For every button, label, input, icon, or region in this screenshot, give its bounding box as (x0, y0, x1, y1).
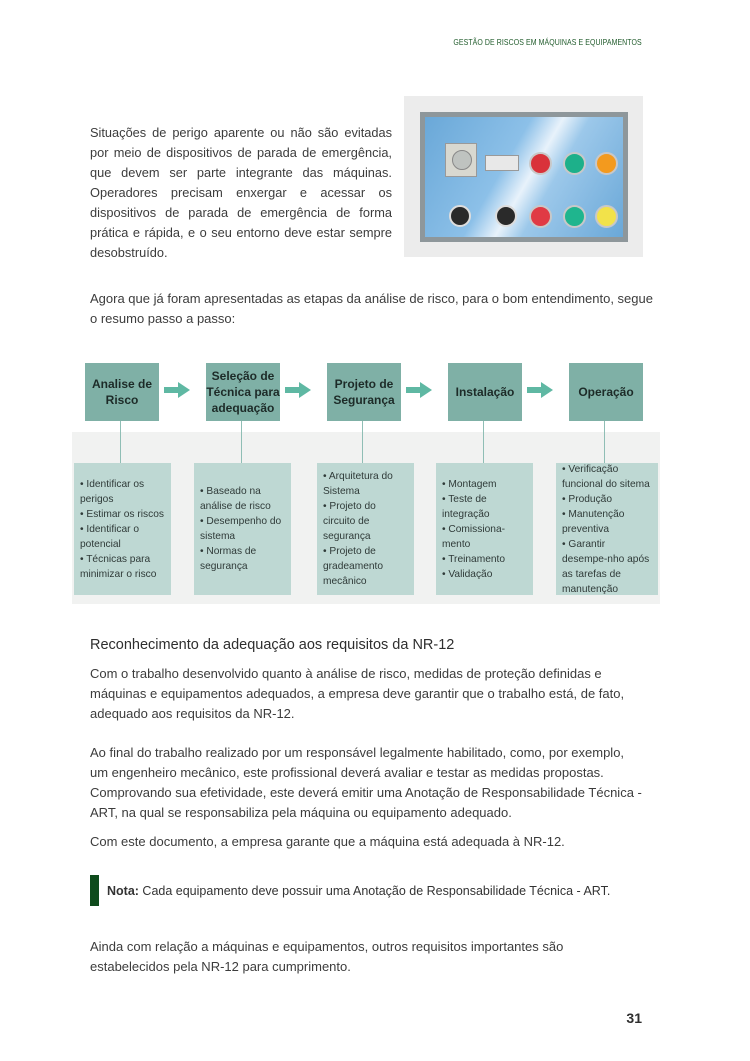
closing-paragraph: Ainda com relação a máquinas e equipamentos, outros requisitos importantes são estabelecidos pela NR-12 para cumprimento. (90, 939, 564, 974)
step-title: Instalação (455, 385, 515, 399)
detail-item: • Arquitetura do Sistema (323, 471, 393, 497)
connector-line (483, 421, 484, 463)
detail-box-operacao (556, 463, 658, 595)
section-heading: Reconhecimento da adequação aos requisitos da NR-12 (90, 637, 455, 653)
arrow-right-icon (164, 382, 190, 398)
arrow-right-icon (527, 382, 553, 398)
note-accent-bar (90, 875, 99, 906)
detail-item: • Produção (562, 493, 613, 505)
detail-item: • Baseado na análise de risco (200, 486, 271, 512)
step-box-operacao (569, 363, 643, 421)
indicator-lamp-green (563, 152, 586, 175)
note-text (107, 884, 610, 898)
note-label: Nota: (107, 883, 139, 898)
counter-display (485, 155, 519, 171)
detail-box-analise (74, 463, 171, 595)
running-header: GESTÃO DE RISCOS EM MÁQUINAS E EQUIPAMENTOS (453, 37, 642, 47)
detail-item: • Garantir desempe-nho após as tarefas de manutenção (562, 538, 650, 595)
body-paragraph: Com o trabalho desenvolvido quanto à análise de risco, medidas de proteção definidas e máquinas e equipamentos adequados, a empresa deve garantir que o trabalho está, de fato, adequado aos requisitos da NR-12. (90, 666, 625, 721)
timer-dial (445, 143, 477, 177)
detail-item: • Manutenção preventiva (562, 508, 625, 535)
detail-box-projeto (317, 463, 414, 595)
detail-item: • Desempenho do sistema (200, 516, 282, 542)
arrow-right-icon (406, 382, 432, 398)
note-body: Cada equipamento deve possuir uma Anotação de Responsabilidade Técnica - ART. (138, 883, 611, 898)
body-paragraph: Com este documento, a empresa garante que a máquina está adequada à NR-12. (90, 834, 565, 849)
detail-item: • Projeto do circuito de segurança (323, 501, 376, 542)
connector-line (362, 421, 363, 463)
page-number: 31 (626, 1010, 642, 1026)
detail-box-instalacao (436, 463, 533, 595)
detail-item: • Verificação funcional do sitema (562, 463, 650, 490)
step-title: Analise de Risco (91, 377, 153, 407)
summary-intro-paragraph: Agora que já foram apresentadas as etapas da análise de risco, para o bom entendimento, segue o resumo passo a passo: (90, 291, 653, 326)
selector-switch-mode (495, 205, 517, 227)
note-callout (90, 875, 610, 906)
push-button-red (529, 205, 552, 228)
step-title: Projeto de Segurança (333, 377, 395, 407)
detail-item: • Comissiona-mento (442, 523, 506, 550)
indicator-lamp-red (529, 152, 552, 175)
detail-item: • Técnicas para minimizar o risco (80, 553, 157, 580)
connector-line (120, 421, 121, 463)
indicator-lamp-orange (595, 152, 618, 175)
detail-item: • Validação (442, 568, 493, 580)
detail-item: • Normas de segurança (200, 546, 257, 572)
connector-line (241, 421, 242, 463)
control-panel (420, 112, 628, 242)
step-box-instalacao (448, 363, 522, 421)
detail-item: • Treinamento (442, 553, 506, 565)
process-flow-diagram (72, 360, 660, 605)
selector-switch-main (449, 205, 471, 227)
detail-item: • Montagem (442, 478, 497, 490)
step-title: Seleção de Técnica para adequação (206, 369, 280, 415)
arrow-right-icon (285, 382, 311, 398)
step-box-analise (85, 363, 159, 421)
step-title: Operação (578, 385, 634, 399)
detail-item: • Estimar os riscos (80, 508, 164, 520)
control-panel-photo (404, 96, 643, 257)
step-box-selecao (206, 363, 280, 421)
push-button-yellow (595, 205, 618, 228)
detail-item: • Identificar o potencial (80, 523, 140, 550)
body-paragraph: Ao final do trabalho realizado por um responsável legalmente habilitado, como, por exemplo, um engenheiro mecânico, este profissional deverá avaliar e testar as medidas propostas. Comprovando sua efetividade, este deverá emitir uma Anotação de Responsabilidade Técnica - ART, na qual se responsabiliza pela máquina ou equipamento adequado. (90, 745, 642, 820)
detail-box-selecao (194, 463, 291, 595)
step-box-projeto (327, 363, 401, 421)
connector-line (604, 421, 605, 463)
detail-item: • Teste de integração (442, 493, 490, 520)
detail-item: • Identificar os perigos (80, 478, 145, 505)
push-button-green (563, 205, 586, 228)
detail-item: • Projeto de gradeamento mecânico (323, 546, 384, 587)
intro-paragraph: Situações de perigo aparente ou não são evitadas por meio de dispositivos de parada de emergência, que devem ser parte integrante das máquinas. Operadores precisam enxergar e acessar os dispositivos de parada de emergência de forma prática e rápida, e o seu entorno deve estar sempre desobstruído. (90, 125, 392, 260)
